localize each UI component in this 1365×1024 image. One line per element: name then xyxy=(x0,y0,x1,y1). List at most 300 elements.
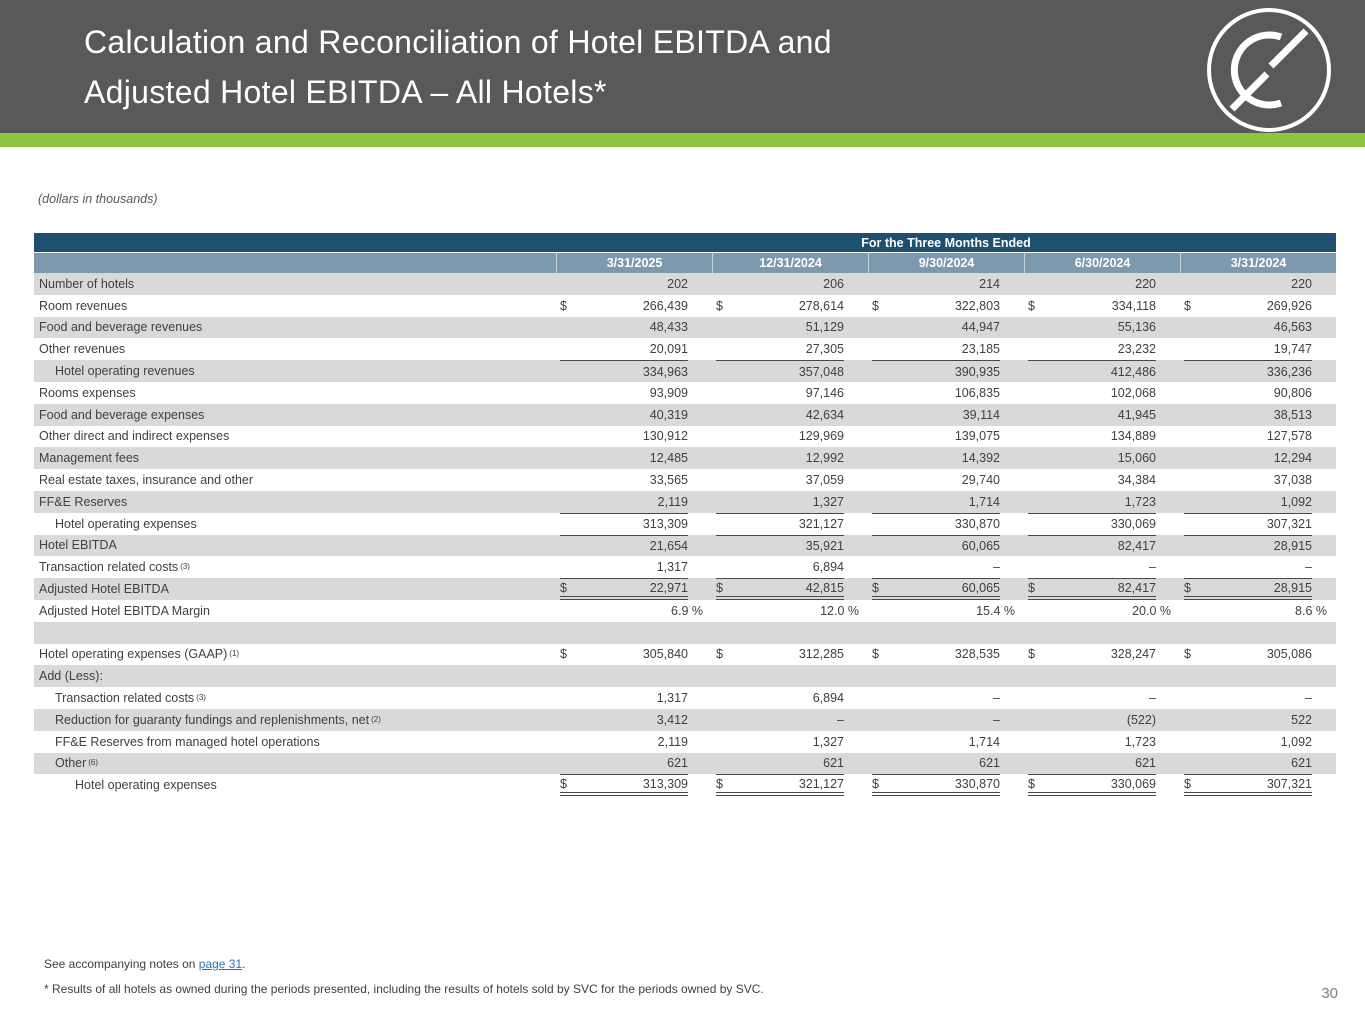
value-cell xyxy=(868,426,1024,448)
row-label-cell xyxy=(34,404,556,426)
row-label-cell xyxy=(34,447,556,469)
value-cell xyxy=(868,731,1024,753)
value-cell xyxy=(712,687,868,709)
spacer-row xyxy=(34,622,1336,644)
value-cell xyxy=(712,753,868,775)
row-label-cell xyxy=(34,774,556,796)
row-label: Food and beverage expenses xyxy=(39,407,205,422)
table-row xyxy=(34,317,1336,339)
row-label-cell: Transaction related costs (3) xyxy=(55,691,206,706)
row-label: Food and beverage revenues xyxy=(39,320,203,335)
table-row xyxy=(34,709,1336,731)
column-header: 6/30/2024 xyxy=(1024,253,1180,273)
row-label: Room revenues xyxy=(39,298,128,313)
value-cell xyxy=(1180,644,1336,666)
value-cell xyxy=(712,317,868,339)
cell-value: 1,327 xyxy=(812,734,844,749)
table-row xyxy=(34,774,1336,796)
table-row xyxy=(34,556,1336,578)
cell-value: 34,384 xyxy=(1117,473,1156,488)
dollar-sign: $ xyxy=(560,580,567,595)
row-label: Adjusted Hotel EBITDA Margin xyxy=(39,603,210,618)
column-header: 3/31/2024 xyxy=(1180,253,1336,273)
cell-value: 621 xyxy=(1135,756,1156,771)
table-row xyxy=(34,426,1336,448)
value-cell xyxy=(1024,295,1180,317)
cell-value: 330,870 xyxy=(954,776,1000,791)
value-cell xyxy=(1024,317,1180,339)
value-cell xyxy=(868,447,1024,469)
value-cell xyxy=(1180,295,1336,317)
cell-value: – xyxy=(993,560,1000,575)
slide-title xyxy=(84,17,832,117)
value-cell xyxy=(1024,513,1180,535)
dollar-sign: $ xyxy=(560,298,567,313)
value-cell xyxy=(556,600,712,622)
row-label-cell xyxy=(34,513,556,535)
row-label: Management fees xyxy=(39,451,140,466)
value-cell xyxy=(868,556,1024,578)
cell-value: 321,127 xyxy=(798,517,844,532)
value-cell xyxy=(868,774,1024,796)
table-row xyxy=(34,273,1336,295)
cell-value: 2,119 xyxy=(657,494,688,509)
cell-value: 139,075 xyxy=(954,429,1000,444)
value-cell xyxy=(712,273,868,295)
cell-value: 1,714 xyxy=(968,734,1000,749)
value-cell xyxy=(712,731,868,753)
asterisk-note: * Results of all hotels as owned during the periods presented, including the results of hotels sold by SVC for the periods owned by SVC. xyxy=(44,982,764,996)
row-label-cell xyxy=(34,426,556,448)
cell-value: 313,309 xyxy=(642,776,688,791)
row-label-cell xyxy=(34,469,556,491)
dollar-sign: $ xyxy=(560,647,567,662)
cell-value: 90,806 xyxy=(1273,385,1312,400)
cell-value: 312,285 xyxy=(798,647,844,662)
row-label: Real estate taxes, insurance and other xyxy=(39,473,254,488)
value-cell xyxy=(712,295,868,317)
value-cell xyxy=(556,360,712,382)
value-cell xyxy=(556,513,712,535)
cell-value: 20.0 % xyxy=(1132,603,1171,618)
cell-value: 305,086 xyxy=(1266,647,1312,662)
cell-value: – xyxy=(837,712,844,727)
table-row xyxy=(34,644,1336,666)
cell-value: 33,565 xyxy=(649,473,688,488)
cell-value: 20,091 xyxy=(649,342,688,357)
row-label: Transaction related costs xyxy=(55,691,195,706)
value-cell xyxy=(1180,426,1336,448)
dollar-sign: $ xyxy=(1028,580,1035,595)
cell-value: 307,321 xyxy=(1266,776,1312,791)
cell-value: 1,092 xyxy=(1280,494,1312,509)
cell-value: 22,971 xyxy=(649,580,688,595)
value-cell xyxy=(556,556,712,578)
cell-value: 23,185 xyxy=(961,342,1000,357)
table-body xyxy=(34,273,1336,796)
value-cell xyxy=(1180,404,1336,426)
cell-value: 28,915 xyxy=(1273,538,1312,553)
cell-value: 330,069 xyxy=(1110,517,1156,532)
value-cell xyxy=(1024,556,1180,578)
cell-value: 6.9 % xyxy=(671,603,703,618)
value-cell xyxy=(1024,273,1180,295)
value-cell xyxy=(1180,600,1336,622)
cell-value: 106,835 xyxy=(954,385,1000,400)
row-label: FF&E Reserves from managed hotel operations xyxy=(55,734,320,749)
table-row xyxy=(34,295,1336,317)
table-row xyxy=(34,338,1336,360)
value-cell xyxy=(712,338,868,360)
value-cell xyxy=(712,491,868,513)
value-cell xyxy=(1180,731,1336,753)
value-cell xyxy=(1180,317,1336,339)
dollar-sign: $ xyxy=(1184,647,1191,662)
cell-value: 220 xyxy=(1135,276,1156,291)
value-cell xyxy=(556,753,712,775)
cell-value: 220 xyxy=(1291,276,1312,291)
cell-value: – xyxy=(993,712,1000,727)
row-label: Hotel operating expenses (GAAP) xyxy=(39,647,228,662)
value-cell xyxy=(712,447,868,469)
table-row xyxy=(34,491,1336,513)
row-label: Transaction related costs xyxy=(39,560,179,575)
value-cell xyxy=(1024,535,1180,557)
value-cell xyxy=(556,491,712,513)
cell-value: 12.0 % xyxy=(820,603,859,618)
svc-logo-icon xyxy=(1203,4,1335,136)
cell-value: 82,417 xyxy=(1117,538,1156,553)
cell-value: 60,065 xyxy=(961,538,1000,553)
cell-value: 37,059 xyxy=(805,473,844,488)
row-label: Other revenues xyxy=(39,342,126,357)
value-cell xyxy=(868,687,1024,709)
column-header: 3/31/2025 xyxy=(556,253,712,273)
dollar-sign: $ xyxy=(872,298,879,313)
value-cell xyxy=(712,404,868,426)
value-cell xyxy=(556,774,712,796)
cell-value: 305,840 xyxy=(642,647,688,662)
cell-value: – xyxy=(1305,691,1312,706)
value-cell xyxy=(712,556,868,578)
value-cell xyxy=(556,447,712,469)
dollar-sign: $ xyxy=(716,647,723,662)
cell-value: (522) xyxy=(1126,712,1156,727)
value-cell xyxy=(868,273,1024,295)
value-cell xyxy=(712,360,868,382)
value-cell xyxy=(868,338,1024,360)
value-cell xyxy=(1024,382,1180,404)
value-cell xyxy=(556,709,712,731)
cell-value: 12,294 xyxy=(1273,451,1312,466)
group-header-spacer xyxy=(34,233,556,252)
value-cell xyxy=(1024,731,1180,753)
row-label-cell: Reduction for guaranty fundings and replenishments, net (2) xyxy=(55,712,381,727)
row-label: Hotel operating revenues xyxy=(55,364,195,379)
dollar-sign: $ xyxy=(716,298,723,313)
value-cell xyxy=(1180,382,1336,404)
row-label: Other xyxy=(55,756,87,771)
cell-value: 41,945 xyxy=(1117,407,1156,422)
cell-value: 28,915 xyxy=(1273,580,1312,595)
cell-value: 12,992 xyxy=(805,451,844,466)
table-row xyxy=(34,665,1336,687)
dollar-sign: $ xyxy=(1184,298,1191,313)
cell-value: 328,535 xyxy=(954,647,1000,662)
cell-value: 1,714 xyxy=(968,494,1000,509)
column-header: 12/31/2024 xyxy=(712,253,868,273)
value-cell xyxy=(1180,273,1336,295)
value-cell xyxy=(1024,360,1180,382)
row-label: Hotel operating expenses xyxy=(55,516,197,531)
cell-value: 328,247 xyxy=(1110,647,1156,662)
cell-value: 1,723 xyxy=(1124,734,1156,749)
cell-value: 334,963 xyxy=(642,364,688,379)
notes-prefix: See accompanying notes on xyxy=(44,957,199,971)
table-row xyxy=(34,578,1336,600)
row-label: Reduction for guaranty fundings and replenishments, net xyxy=(55,712,370,727)
value-cell xyxy=(868,535,1024,557)
title-line-1: Calculation and Reconciliation of Hotel EBITDA and xyxy=(84,24,832,60)
value-cell xyxy=(1024,491,1180,513)
cell-value: 55,136 xyxy=(1117,320,1156,335)
cell-value: 102,068 xyxy=(1110,385,1156,400)
page-31-link[interactable]: page 31 xyxy=(198,957,243,971)
value-cell xyxy=(1024,469,1180,491)
cell-value: 390,935 xyxy=(954,364,1000,379)
cell-value: 334,118 xyxy=(1111,298,1156,313)
header-banner xyxy=(0,0,1365,133)
value-cell xyxy=(556,578,712,600)
value-cell xyxy=(1180,535,1336,557)
table-row xyxy=(34,382,1336,404)
row-label-cell xyxy=(34,317,556,339)
value-cell xyxy=(712,600,868,622)
cell-value: 621 xyxy=(667,756,688,771)
dollar-sign: $ xyxy=(1184,580,1191,595)
value-cell xyxy=(556,687,712,709)
value-cell xyxy=(1180,513,1336,535)
value-cell xyxy=(556,382,712,404)
row-label-cell: Transaction related costs (3) xyxy=(39,560,190,575)
accent-stripe xyxy=(0,133,1365,147)
value-cell xyxy=(712,382,868,404)
value-cell xyxy=(712,644,868,666)
value-cell xyxy=(868,382,1024,404)
value-cell xyxy=(868,644,1024,666)
value-cell xyxy=(712,535,868,557)
cell-value: 2,119 xyxy=(657,734,688,749)
value-cell xyxy=(1180,360,1336,382)
cell-value: 322,803 xyxy=(954,298,1000,313)
notes-line xyxy=(44,957,246,971)
column-header-spacer xyxy=(34,253,556,273)
value-cell xyxy=(556,426,712,448)
cell-value: 19,747 xyxy=(1273,342,1312,357)
value-cell xyxy=(1180,709,1336,731)
value-cell xyxy=(712,774,868,796)
cell-value: 266,439 xyxy=(642,298,688,313)
value-cell xyxy=(868,753,1024,775)
cell-value: 6,894 xyxy=(812,691,844,706)
cell-value: 130,912 xyxy=(642,429,688,444)
row-label-cell xyxy=(34,600,556,622)
row-label-cell xyxy=(34,578,556,600)
financial-table xyxy=(34,233,1336,796)
cell-value: – xyxy=(993,691,1000,706)
table-row xyxy=(34,535,1336,557)
row-label-cell xyxy=(34,295,556,317)
value-cell xyxy=(1024,338,1180,360)
dollar-sign: $ xyxy=(1028,776,1035,791)
value-cell xyxy=(712,709,868,731)
cell-value: 313,309 xyxy=(642,517,688,532)
cell-value: 321,127 xyxy=(798,776,844,791)
value-cell xyxy=(1024,404,1180,426)
cell-value: 15,060 xyxy=(1117,451,1156,466)
value-cell xyxy=(712,469,868,491)
table-row xyxy=(34,404,1336,426)
row-label: Rooms expenses xyxy=(39,385,136,400)
value-cell xyxy=(1024,426,1180,448)
table-row xyxy=(34,360,1336,382)
value-cell xyxy=(1024,644,1180,666)
cell-value: 336,236 xyxy=(1266,364,1312,379)
cell-value: 621 xyxy=(1291,756,1312,771)
cell-value: 48,433 xyxy=(649,320,688,335)
cell-value: 23,232 xyxy=(1117,342,1156,357)
value-cell xyxy=(1180,338,1336,360)
row-label-cell xyxy=(34,382,556,404)
value-cell xyxy=(1180,753,1336,775)
value-cell xyxy=(868,491,1024,513)
title-line-2: Adjusted Hotel EBITDA – All Hotels* xyxy=(84,74,607,110)
table-row xyxy=(34,513,1336,535)
row-label-cell: Other (6) xyxy=(55,756,99,771)
table-group-header xyxy=(34,233,1336,253)
row-label-cell xyxy=(34,731,556,753)
cell-value: 127,578 xyxy=(1266,429,1312,444)
dollar-sign: $ xyxy=(872,647,879,662)
cell-value: 134,889 xyxy=(1110,429,1156,444)
cell-value: 621 xyxy=(823,756,844,771)
cell-value: 1,317 xyxy=(656,560,688,575)
cell-value: – xyxy=(1305,560,1312,575)
cell-value: 42,815 xyxy=(805,580,844,595)
value-cell xyxy=(1180,578,1336,600)
value-cell xyxy=(1180,491,1336,513)
table-row xyxy=(34,687,1336,709)
value-cell xyxy=(1024,600,1180,622)
cell-value: 93,909 xyxy=(649,385,688,400)
cell-value: 82,417 xyxy=(1117,580,1156,595)
row-label-cell xyxy=(34,273,556,295)
value-cell xyxy=(868,600,1024,622)
value-cell xyxy=(556,469,712,491)
value-cell xyxy=(1180,469,1336,491)
value-cell xyxy=(868,360,1024,382)
dollar-sign: $ xyxy=(716,580,723,595)
dollar-sign: $ xyxy=(1028,647,1035,662)
value-cell xyxy=(868,404,1024,426)
cell-value: 1,723 xyxy=(1124,494,1156,509)
cell-value: 1,317 xyxy=(656,691,688,706)
cell-value: 307,321 xyxy=(1266,517,1312,532)
value-cell xyxy=(868,709,1024,731)
units-note: (dollars in thousands) xyxy=(38,192,158,206)
cell-value: 97,146 xyxy=(805,385,844,400)
cell-value: 51,129 xyxy=(805,320,844,335)
date-cells xyxy=(556,253,1336,273)
cell-value: 269,926 xyxy=(1266,298,1312,313)
row-label-cell xyxy=(34,491,556,513)
row-label: FF&E Reserves xyxy=(39,494,128,509)
dollar-sign: $ xyxy=(1184,776,1191,791)
value-cell xyxy=(1024,687,1180,709)
table-row xyxy=(34,753,1336,775)
cell-value: 40,319 xyxy=(649,407,688,422)
value-cell xyxy=(1180,687,1336,709)
cell-value: 278,614 xyxy=(798,298,844,313)
cell-value: 12,485 xyxy=(649,451,688,466)
cell-value: 29,740 xyxy=(961,473,1000,488)
cell-value: – xyxy=(1149,560,1156,575)
cell-value: 60,065 xyxy=(961,580,1000,595)
cell-value: 35,921 xyxy=(805,538,844,553)
notes-suffix: . xyxy=(242,957,246,971)
cell-value: 202 xyxy=(667,276,688,291)
value-cell xyxy=(556,731,712,753)
row-label: Hotel operating expenses xyxy=(75,778,217,793)
table-column-headers xyxy=(34,253,1336,273)
cell-value: 522 xyxy=(1291,712,1312,727)
cell-value: 14,392 xyxy=(961,451,1000,466)
value-cell xyxy=(1024,753,1180,775)
row-label: Add (Less): xyxy=(39,669,103,684)
row-label: Number of hotels xyxy=(39,276,135,291)
cell-value: 39,114 xyxy=(962,407,1000,422)
value-cell xyxy=(1024,774,1180,796)
cell-value: 206 xyxy=(823,276,844,291)
cell-value: 357,048 xyxy=(798,364,844,379)
column-header: 9/30/2024 xyxy=(868,253,1024,273)
table-row xyxy=(34,731,1336,753)
cell-value: 3,412 xyxy=(656,712,688,727)
value-cell xyxy=(712,578,868,600)
cell-value: 621 xyxy=(979,756,1000,771)
value-cell xyxy=(556,644,712,666)
value-cell xyxy=(556,273,712,295)
table-row xyxy=(34,447,1336,469)
row-label-cell xyxy=(34,622,556,644)
cell-value: 330,069 xyxy=(1110,776,1156,791)
cell-value: 27,305 xyxy=(805,342,844,357)
row-label-cell xyxy=(34,665,556,687)
value-cell xyxy=(868,513,1024,535)
cell-value: 6,894 xyxy=(812,560,844,575)
value-cell xyxy=(556,404,712,426)
cell-value: 8.6 % xyxy=(1295,603,1327,618)
row-label-cell xyxy=(34,535,556,557)
cell-value: 38,513 xyxy=(1273,407,1312,422)
cell-value: – xyxy=(1149,691,1156,706)
dollar-sign: $ xyxy=(872,776,879,791)
cell-value: 44,947 xyxy=(961,320,1000,335)
cell-value: 42,634 xyxy=(805,407,844,422)
table-row xyxy=(34,600,1336,622)
value-cell xyxy=(868,295,1024,317)
cell-value: 46,563 xyxy=(1273,320,1312,335)
